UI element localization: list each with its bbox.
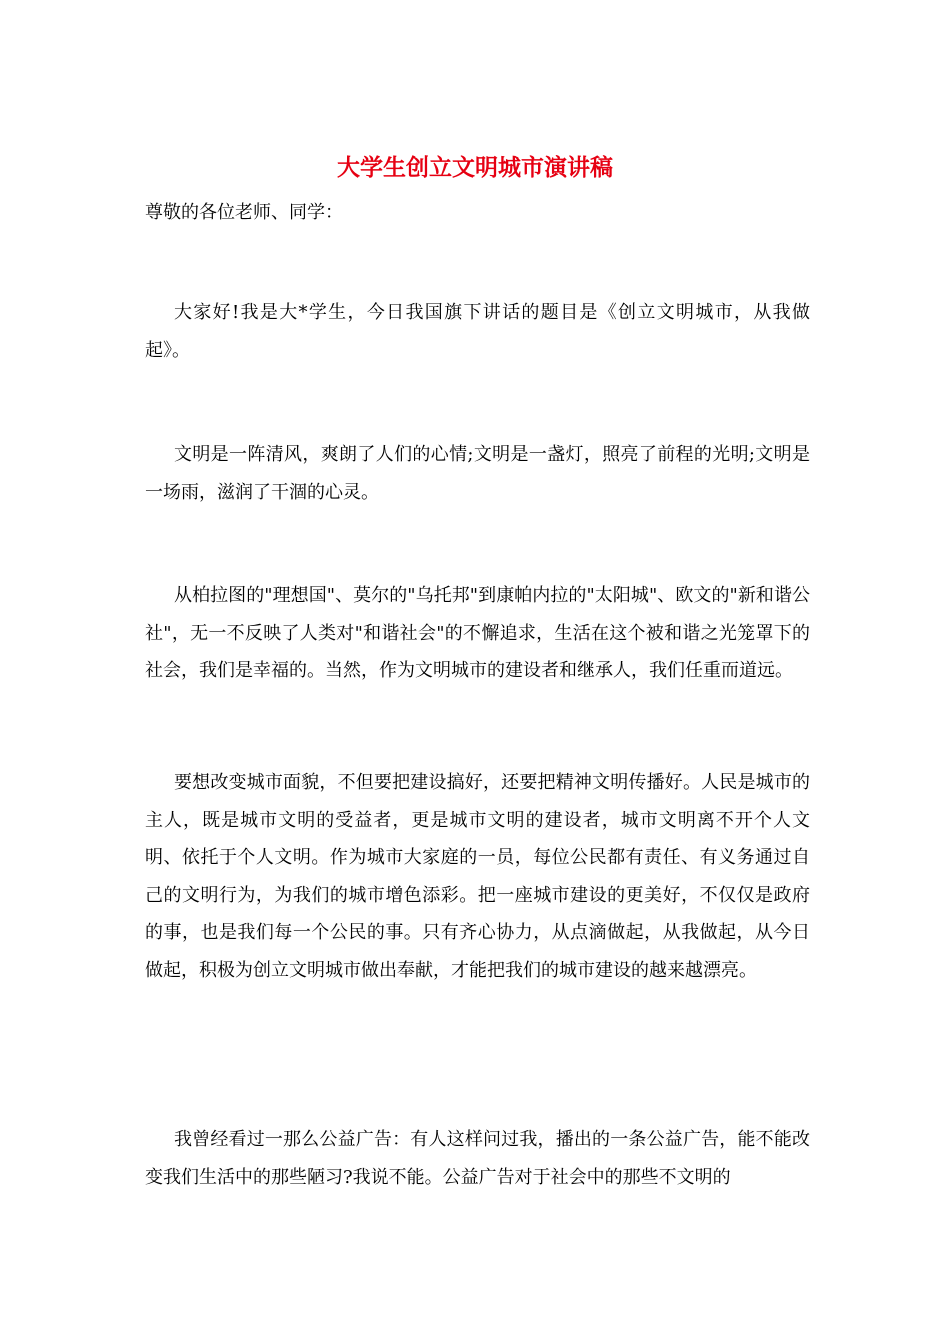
- paragraph-4: 要想改变城市面貌，不但要把建设搞好，还要把精神文明传播好。人民是城市的主人，既是城市文明的受益者，更是城市文明的建设者，城市文明离不开个人文明、依托于个人文明。作为城市大家庭的一员，每位公民都有责任、有义务通过自己的文明行为，为我们的城市增色添彩。把一座城市建设的更美好，不仅仅是政府的事，也是我们每一个公民的事。只有齐心协力，从点滴做起，从我做起，从今日做起，积极为创立文明城市做出奉献，才能把我们的城市建设的越来越漂亮。: [145, 772, 810, 981]
- paragraph-5: 我曾经看过一那么公益广告：有人这样问过我，播出的一条公益广告，能不能改变我们生活中的那些陋习?我说不能。公益广告对于社会中的那些不文明的: [145, 1129, 810, 1188]
- paragraph-2: 文明是一阵清风，爽朗了人们的心情;文明是一盏灯，照亮了前程的光明;文明是一场雨，滋润了干涸的心灵。: [145, 444, 810, 503]
- document-title: 大学生创立文明城市演讲稿: [337, 154, 613, 181]
- paragraph-3: 从柏拉图的"理想国"、莫尔的"乌托邦"到康帕内拉的"太阳城"、欧文的"新和谐公社"，无一不反映了人类对"和谐社会"的不懈追求，生活在这个被和谐之光笼罩下的社会，我们是幸福的。当然，作为文明城市的建设者和继承人，我们任重而道远。: [145, 585, 810, 681]
- salutation: 尊敬的各位老师、同学：: [145, 202, 343, 223]
- paragraph-1: 大家好!我是大*学生，今日我国旗下讲话的题目是《创立文明城市，从我做起》。: [145, 302, 810, 361]
